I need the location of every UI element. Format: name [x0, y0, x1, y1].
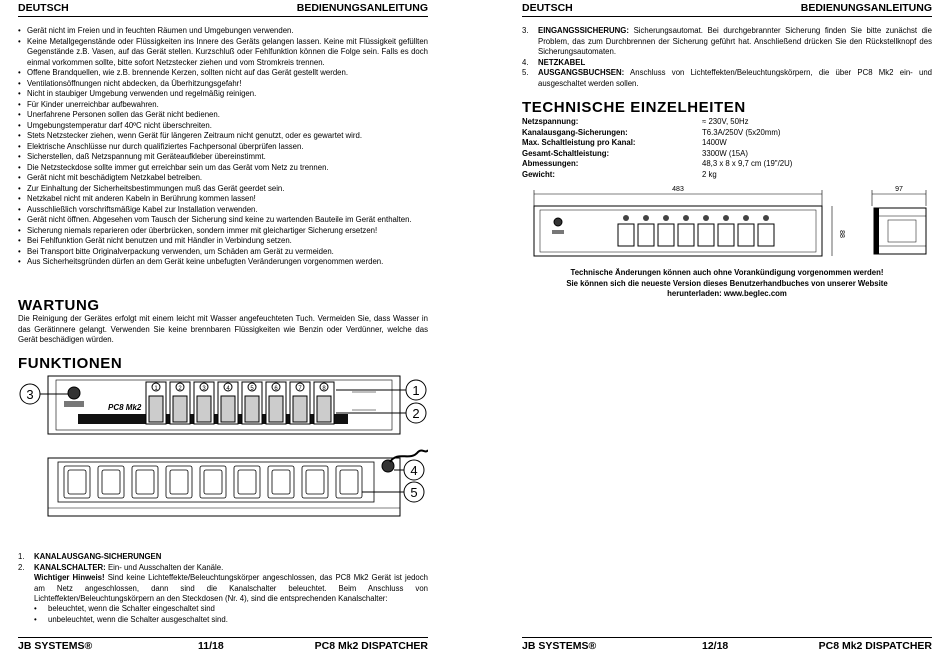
function-label: AUSGANGSBUCHSEN: [538, 68, 625, 77]
safety-item: • Elektrische Anschlüsse nur durch qualifiziertes Fachpersonal überprüfen lassen. [18, 142, 428, 153]
safety-item: • Offene Brandquellen, wie z.B. brennende Kerzen, sollten nicht auf das Gerät gestellt werden. [18, 68, 428, 79]
spec-row: Abmessungen: 48,3 x 8 x 9,7 cm (19"/2U) [522, 159, 793, 168]
rear-panel [48, 450, 428, 516]
channel-number: 1 [154, 386, 158, 392]
width-dimension [534, 186, 822, 206]
page-header [522, 2, 932, 17]
header-title: BEDIENUNGSANLEITUNG [800, 2, 932, 14]
header-language: DEUTSCH [18, 2, 69, 14]
function-item: 5. AUSGANGSBUCHSEN: Anschluss von Lichteffekten/Beleuchtungskörpern, die über PC8 Mk2 ein- und ausgeschaltet werden sollen. [522, 68, 932, 88]
safety-item: • Sicherstellen, daß Netzspannung mit Geräteaufkleber übereinstimmt. [18, 152, 428, 163]
footer-page-number: 11/18 [198, 640, 224, 652]
channel-module [266, 382, 286, 424]
svg-text:3: 3 [26, 387, 34, 402]
switch-state-item: • beleuchtet, wenn die Schalter eingeschaltet sind [18, 604, 428, 615]
function-label: KANALSCHALTER: [34, 562, 106, 572]
model-label: PC8 Mk2 [108, 403, 142, 412]
height-dimension [832, 206, 845, 256]
svg-text:2: 2 [412, 406, 420, 421]
front-panel [48, 376, 400, 434]
svg-text:88: 88 [838, 230, 845, 238]
spec-table [522, 117, 792, 180]
safety-item: • Unerfahrene Personen sollen das Gerät nicht bedienen. [18, 110, 428, 121]
channel-module [218, 382, 238, 424]
channel-number: 4 [226, 386, 230, 392]
svg-text:4: 4 [410, 463, 418, 478]
function-text: Ein- und Ausschalten der Kanäle. [107, 562, 224, 572]
safety-item: • Ventilationsöffnungen nicht abdecken, da Überhitzungsgefahr! [18, 79, 428, 90]
important-note [34, 573, 428, 605]
channel-number: 3 [202, 386, 206, 392]
function-label: EINGANGSSICHERUNG: [538, 26, 629, 35]
spec-row: Max. Schaltleistung pro Kanal: 1400W [522, 138, 727, 147]
funktionen-heading: FUNKTIONEN [18, 355, 123, 372]
note-text: Sind keine Lichteffekte/Beleuchtungskörper angeschlossen, das PC8 Mk2 Gerät ist jedoch am Netz angeschlossen, dann sind die Kanalschalter beleuchtet. Beim Anschluss von Lichteffekten/Beleuchtungskörpern an den Steckdosen (Nr. 4), sind die entsprechenden Kanalschalter: [34, 573, 428, 603]
channel-module [170, 382, 190, 424]
safety-item: • Bei Transport bitte Originalverpackung verwenden, um Schäden am Gerät zu vermeiden. [18, 247, 428, 258]
spec-row: Gewicht: 2 kg [522, 169, 717, 179]
notice-line: Sie können sich die neueste Version dieses Benutzerhandbuches von unserer Website [566, 278, 888, 288]
safety-item: • Zur Einhaltung der Sicherheitsbestimmungen muß das Gerät geerdet sein. [18, 184, 428, 195]
wartung-heading: WARTUNG [18, 297, 100, 314]
channel-number: 8 [322, 386, 326, 392]
function-text: Anschluss von Lichteffekten/Beleuchtungskörpern, die über PC8 Mk2 ein- und ausgeschaltet werden sollen. [538, 68, 932, 88]
front-view [534, 206, 822, 256]
svg-text:1: 1 [412, 383, 420, 398]
safety-item: • Ausschließlich vorschriftsmäßige Kabel zur Installation verwenden. [18, 205, 428, 216]
spec-row: Gesamt-Schaltleistung: 3300W (15A) [522, 148, 748, 158]
device-diagram [18, 370, 428, 548]
left-page [18, 0, 428, 654]
channel-number: 5 [250, 386, 254, 392]
function-text: Sicherungsautomat. Bei durchgebrannter Sicherung finden Sie bitte zunächst die Problem, das zum Durchbrennen der Sicherung geführt hat. Anschließend drücken Sie den Rückstellknopf des Sicherungsautomaten. [538, 26, 932, 56]
page-footer [522, 637, 932, 654]
function-item: 3. EINGANGSSICHERUNG: Sicherungsautomat. Bei durchgebrannter Sicherung finden Sie bitte zunächst die Problem, das zum Durchbrennen der Sicherung geführt hat. Anschließend drücken Sie den Rückstellknopf des Sicherungsautomaten. [522, 26, 932, 56]
notice-line: herunterladen: www.beglec.com [667, 289, 787, 298]
safety-item: • Keine Metallgegenstände oder Flüssigkeiten ins Innere des Geräts gelangen lassen. Keine mit Flüssigkeit gefüllten Gegenstände z.B. Vasen, auf das Gerät stellen. Kurzschluß oder Fehlfunktion können die Folge sein. Falls es doch einmal vorkommen sollte, bitte sofort Netzstecker ziehen und vom Stromkreis trennen. [18, 37, 428, 69]
spec-row: Kanalausgang-Sicherungen: T6.3A/250V (5x20mm) [522, 127, 781, 137]
safety-item: • Sicherung niemals reparieren oder überbrücken, sondern immer mit gleichartiger Sicherung ersetzen! [18, 226, 428, 237]
note-label: Wichtiger Hinweis! [34, 573, 105, 582]
channel-module [146, 382, 166, 424]
safety-item: • Stets Netzstecker ziehen, wenn Gerät für längeren Zeitraum nicht genutzt, oder es gewartet wird. [18, 131, 428, 142]
notice-line: Technische Änderungen können auch ohne Vorankündigung vorgenommen werden! [570, 268, 884, 277]
switch-state-list [18, 604, 428, 625]
channel-module [194, 382, 214, 424]
depth-dimension [872, 186, 926, 206]
footer-brand: JB SYSTEMS® [18, 640, 93, 652]
spec-row: Netzspannung: ≈ 230V, 50Hz [522, 117, 749, 126]
channel-number: 2 [178, 386, 182, 392]
svg-text:97: 97 [895, 186, 903, 193]
safety-item: • Umgebungstemperatur darf 40ºC nicht überschreiten. [18, 121, 428, 132]
functions-list [18, 552, 428, 573]
side-view [874, 208, 926, 254]
safety-item: • Für Kinder unerreichbar aufbewahren. [18, 100, 428, 111]
function-label: KANALAUSGANG-SICHERUNGEN [34, 552, 162, 561]
channel-number: 6 [274, 386, 278, 392]
footer-page-number: 12/18 [702, 640, 729, 652]
function-item: 1. KANALAUSGANG-SICHERUNGEN [18, 552, 162, 561]
notice-block [522, 268, 932, 300]
footer-product: PC8 Mk2 DISPATCHER [818, 640, 932, 652]
header-title: BEDIENUNGSANLEITUNG [296, 2, 428, 14]
functions-list-continued [522, 26, 932, 89]
function-item: 4. NETZKABEL [522, 57, 586, 67]
safety-item: • Gerät nicht mit beschädigtem Netzkabel betreiben. [18, 173, 428, 184]
svg-text:5: 5 [410, 485, 418, 500]
switch-state-item: • unbeleuchtet, wenn die Schalter ausgeschaltet sind. [18, 615, 428, 626]
channel-module [242, 382, 262, 424]
wartung-text: Die Reinigung der Gerätes erfolgt mit einem leicht mit Wasser angefeuchteten Tuch. Vermeiden Sie, dass Wasser in das Gerätinnere gelangt. Verwenden Sie keine brennbaren Flüssigkeiten wie Benzin oder Verdünner, welche das Gerät beschädigen würden. [18, 314, 428, 344]
safety-item: • Bei Fehlfunktion Gerät nicht benutzen und mit Händler in Verbindung setzen. [18, 236, 428, 247]
dimension-drawing [522, 182, 932, 264]
function-item: 2. KANALSCHALTER: Ein- und Ausschalten der Kanäle. [18, 562, 224, 572]
header-language: DEUTSCH [522, 2, 573, 14]
channel-module [314, 382, 334, 424]
channel-number: 7 [298, 386, 302, 392]
safety-item: • Gerät nicht im Freien und in feuchten Räumen und Umgebungen verwenden. [18, 26, 428, 37]
technical-data-heading: TECHNISCHE EINZELHEITEN [522, 99, 746, 116]
safety-item: • Gerät nicht öffnen. Abgesehen vom Tausch der Sicherung sind keine zu wartenden Bauteile im Gerät enthalten. [18, 215, 428, 226]
footer-brand: JB SYSTEMS® [522, 640, 597, 652]
page-header [18, 2, 428, 17]
safety-item: • Aus Sicherheitsgründen dürfen an dem Gerät keine unbefugten Veränderungen vorgenommen werden. [18, 257, 428, 268]
footer-product: PC8 Mk2 DISPATCHER [314, 640, 428, 652]
page-footer [18, 637, 428, 654]
function-label: NETZKABEL [538, 57, 586, 67]
right-page [522, 0, 932, 654]
safety-item: • Die Netzsteckdose sollte immer gut erreichbar sein um das Gerät vom Netz zu trennen. [18, 163, 428, 174]
safety-list [18, 26, 428, 268]
channel-module [290, 382, 310, 424]
safety-item: • Netzkabel nicht mit anderen Kabeln in Berührung kommen lassen! [18, 194, 428, 205]
svg-text:483: 483 [672, 186, 684, 193]
safety-item: • Nicht in staubiger Umgebung verwenden und regelmäßig reinigen. [18, 89, 428, 100]
